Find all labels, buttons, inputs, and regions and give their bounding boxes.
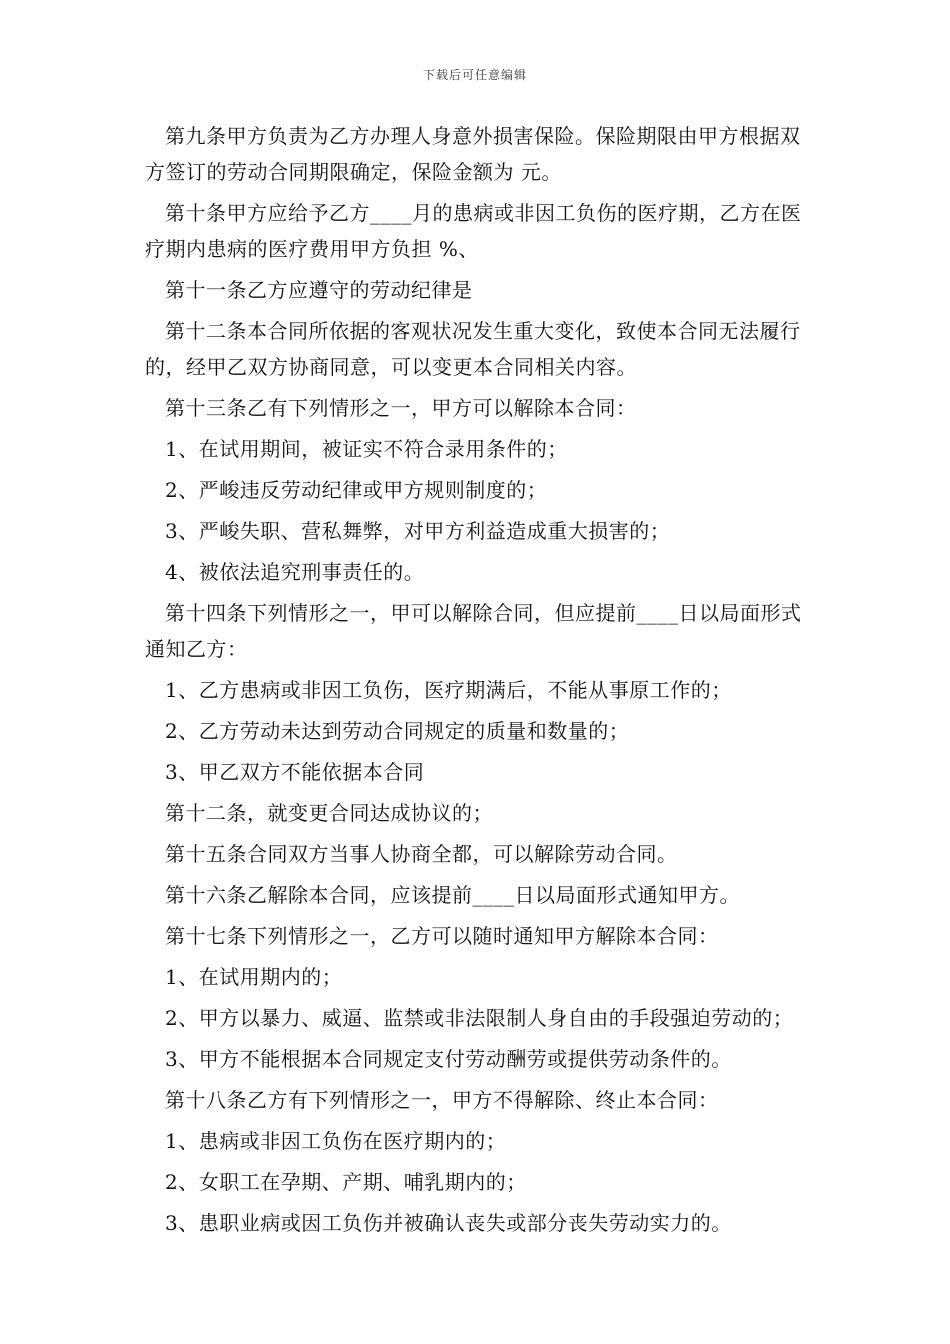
- clause-13-item-2: 2、严峻违反劳动纪律或甲方规则制度的；: [165, 478, 548, 502]
- clause-15: 第十五条合同双方当事人协商全都，可以解除劳动合同。: [165, 842, 678, 866]
- clause-9: 第九条甲方负责为乙方办理人身意外损害保险。保险期限由甲方根据双方签订的劳动合同期限确定，保险金额为 元。: [145, 124, 801, 184]
- clause-18-item-3: 3、患职业病或因工负伤并被确认丧失或部分丧失劳动实力的。: [165, 1211, 732, 1235]
- header-note: 下载后可任意编辑: [422, 68, 527, 82]
- clause-17-item-1: 1、在试用期内的；: [165, 965, 343, 989]
- clause-14: 第十四条下列情形之一，甲可以解除合同，但应提前____日以局面形式通知乙方：: [145, 601, 802, 661]
- clause-12: 第十二条本合同所依据的客观状况发生重大变化，致使本合同无法履行的，经甲乙双方协商同意，可以变更本合同相关内容。: [145, 319, 801, 379]
- clause-18-item-1: 1、患病或非因工负伤在医疗期内的；: [165, 1129, 507, 1153]
- clause-16: 第十六条乙解除本合同，应该提前____日以局面形式通知甲方。: [165, 883, 740, 907]
- clause-14-item-2: 2、乙方劳动未达到劳动合同规定的质量和数量的；: [165, 719, 630, 743]
- clause-18-item-2: 2、女职工在孕期、产期、哺乳期内的；: [165, 1170, 527, 1194]
- clause-12-reference: 第十二条，就变更合同达成协议的；: [165, 801, 493, 825]
- contract-body: [145, 118, 810, 1246]
- clause-11: 第十一条乙方应遵守的劳动纪律是: [165, 278, 473, 302]
- clause-13-item-3: 3、严峻失职、营私舞弊，对甲方利益造成重大损害的；: [165, 519, 671, 543]
- clause-17-item-2: 2、甲方以暴力、威逼、监禁或非法限制人身自由的手段强迫劳动的；: [165, 1006, 794, 1030]
- clause-10: 第十条甲方应给予乙方____月的患病或非因工负伤的医疗期，乙方在医疗期内患病的医疗费用甲方负担 %、: [145, 201, 802, 261]
- clause-13: 第十三条乙有下列情形之一，甲方可以解除本合同：: [165, 396, 637, 420]
- clause-14-item-3: 3、甲乙双方不能依据本合同: [165, 760, 425, 784]
- clause-17-item-3: 3、甲方不能根据本合同规定支付劳动酬劳或提供劳动条件的。: [165, 1047, 732, 1071]
- clause-13-item-1: 1、在试用期间，被证实不符合录用条件的；: [165, 437, 568, 461]
- clause-14-item-1: 1、乙方患病或非因工负伤，医疗期满后，不能从事原工作的；: [165, 678, 732, 702]
- clause-13-item-4: 4、被依法追究刑事责任的。: [165, 560, 425, 584]
- clause-18: 第十八条乙方有下列情形之一，甲方不得解除、终止本合同：: [165, 1088, 719, 1112]
- clause-17: 第十七条下列情形之一，乙方可以随时通知甲方解除本合同：: [165, 924, 719, 948]
